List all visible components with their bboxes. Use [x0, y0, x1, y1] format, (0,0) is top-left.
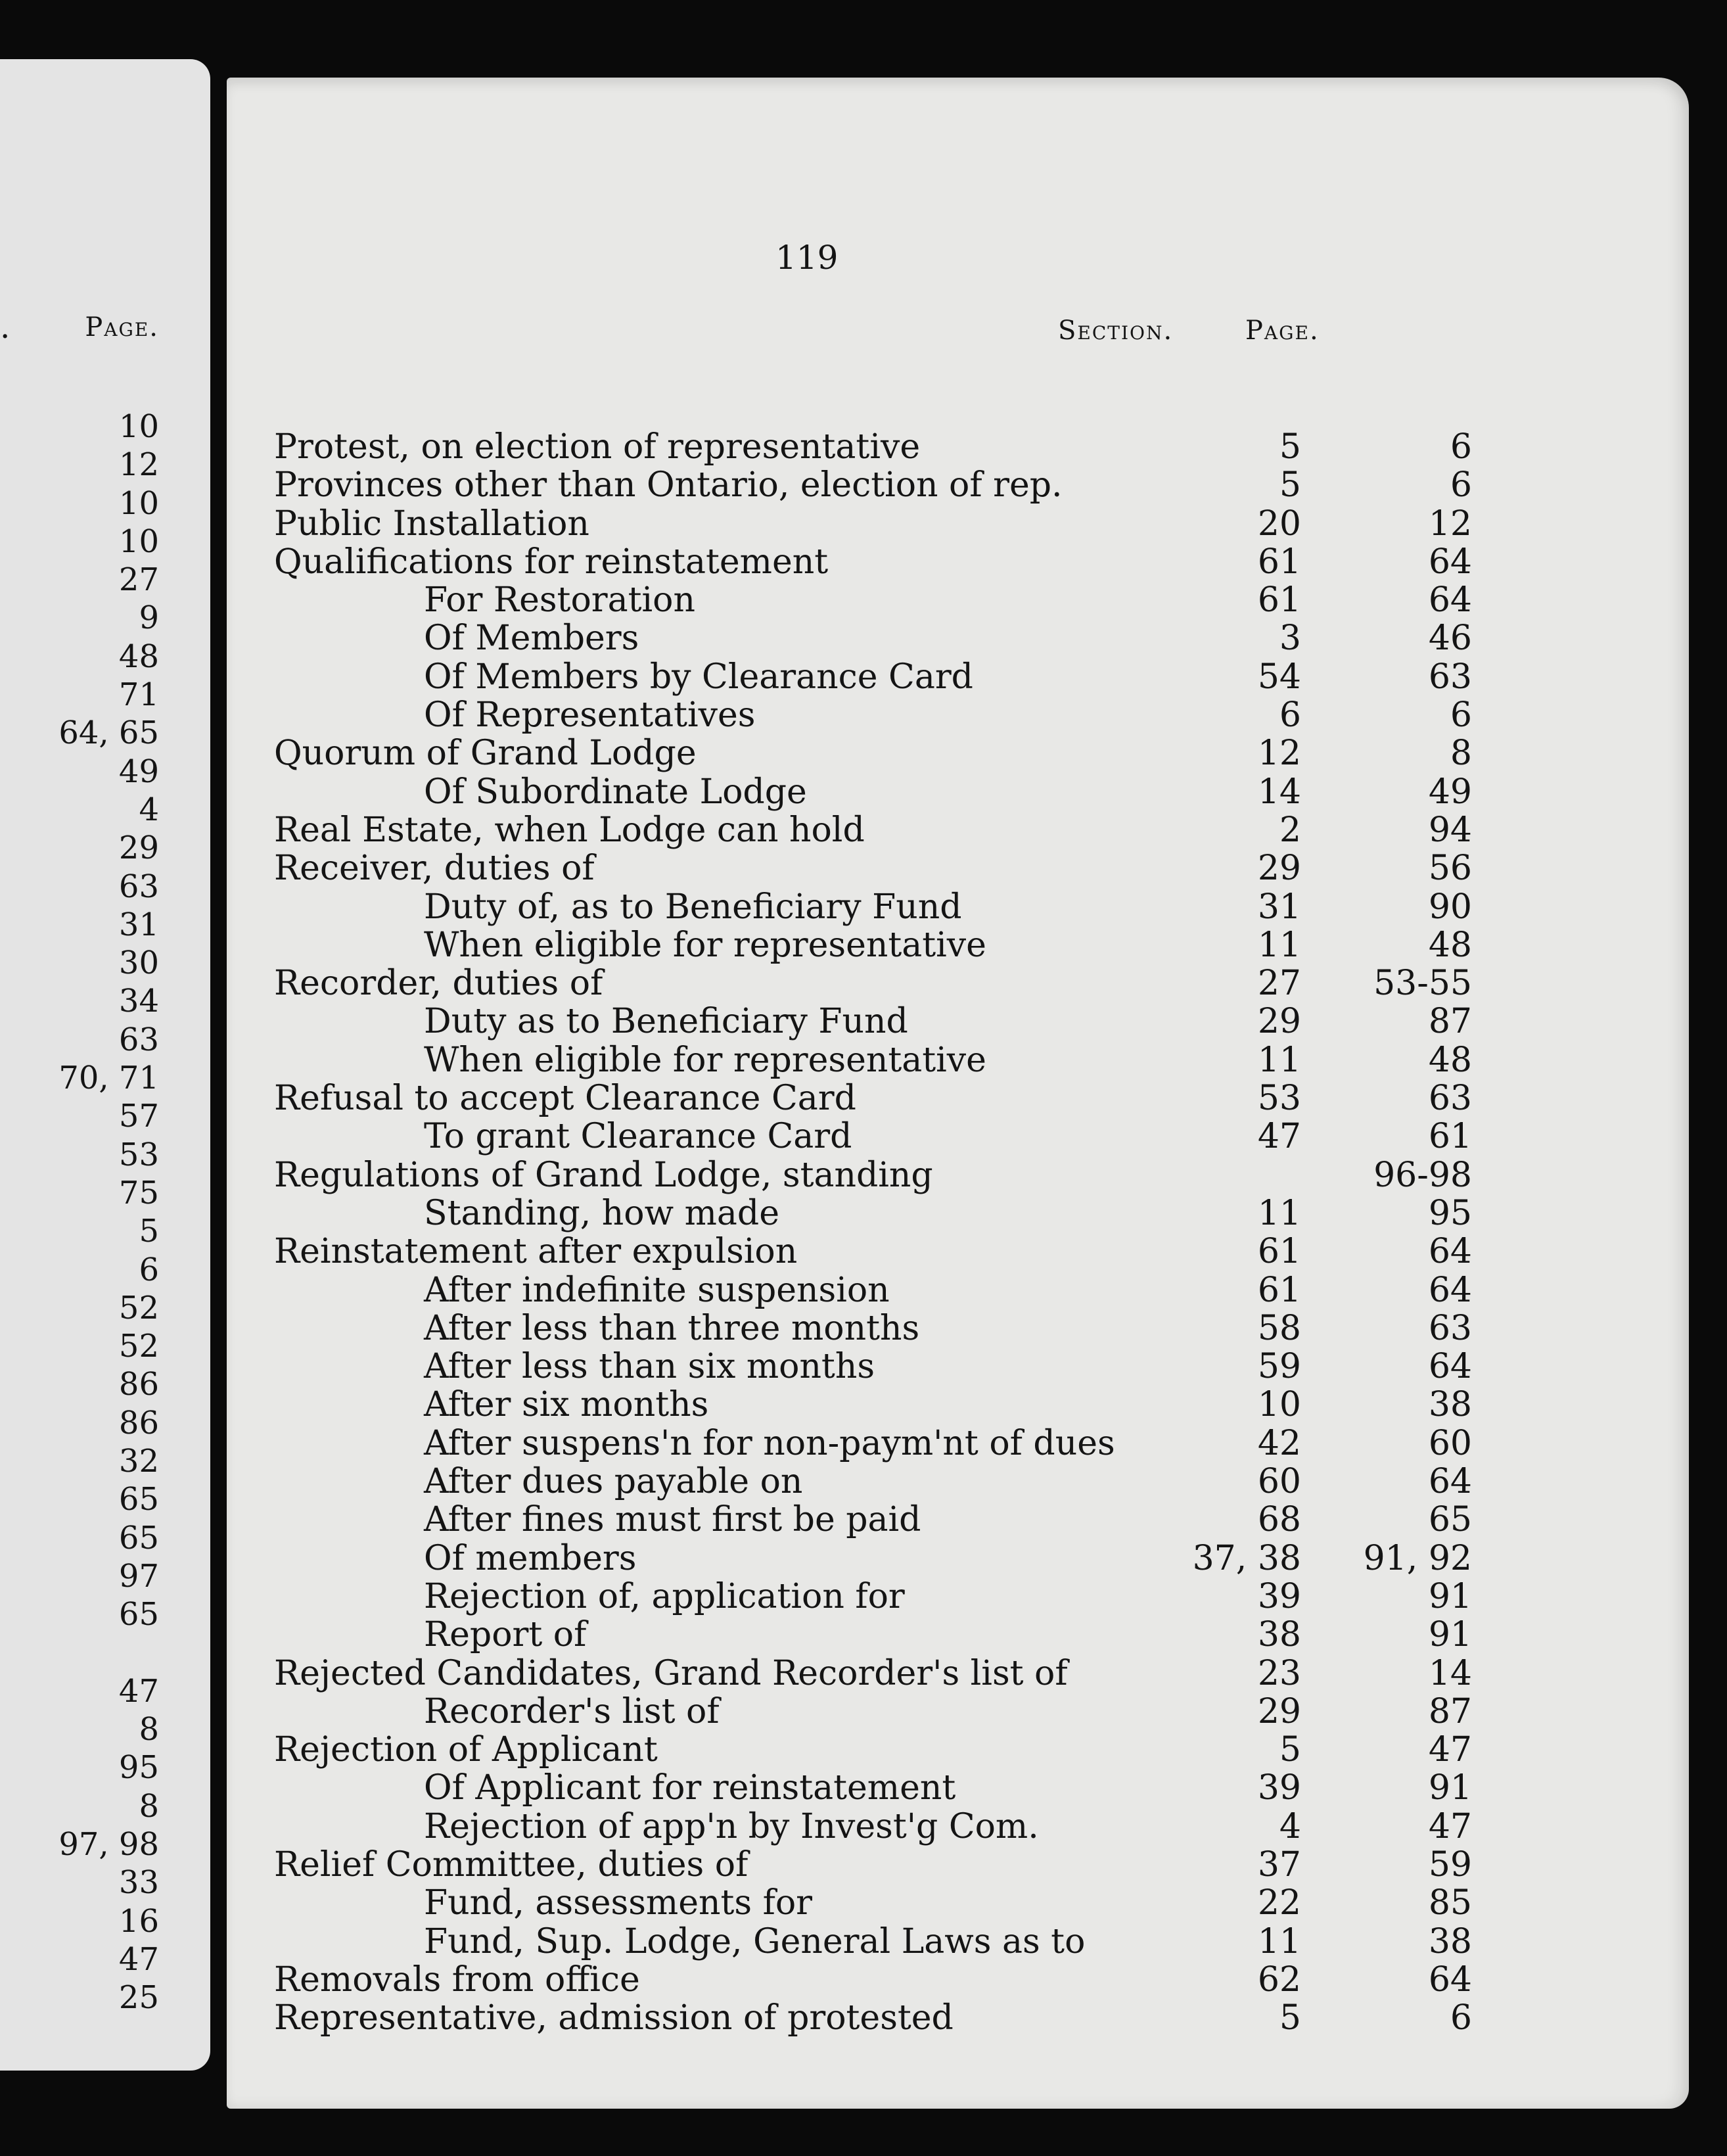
- entry-term: Rejection of, application for: [424, 1576, 905, 1616]
- entry-term: Receiver, duties of: [274, 849, 595, 889]
- entry-term: Qualifications for reinstatement: [274, 542, 829, 582]
- entry-section: 12: [1257, 734, 1301, 774]
- index-entry: [227, 1463, 1689, 1501]
- index-entries: [227, 428, 1689, 2037]
- entry-page: 6: [1450, 465, 1472, 505]
- entry-section: 27: [1257, 964, 1301, 1004]
- entry-term: Duty as to Beneficiary Fund: [424, 1002, 908, 1042]
- index-entry: [227, 849, 1689, 887]
- left-page-number: 63: [118, 1021, 159, 1058]
- entry-page: 6: [1450, 695, 1472, 736]
- entry-term: Recorder's list of: [424, 1691, 720, 1731]
- entry-page: 48: [1428, 1040, 1472, 1080]
- entry-section: 5: [1279, 465, 1301, 505]
- left-page-number: 86: [118, 1404, 159, 1441]
- index-entry: [227, 1348, 1689, 1386]
- entry-term: Quorum of Grand Lodge: [274, 734, 697, 774]
- entry-page: 12: [1428, 504, 1472, 544]
- page-number: 119: [775, 239, 839, 277]
- entry-term: Regulations of Grand Lodge, standing: [274, 1155, 933, 1195]
- entry-term: Refusal to accept Clearance Card: [274, 1079, 856, 1119]
- entry-term: To grant Clearance Card: [424, 1117, 852, 1157]
- left-page-number: 70, 71: [58, 1060, 159, 1097]
- index-entry: [227, 466, 1689, 504]
- index-entry: [227, 1194, 1689, 1232]
- entry-page: 64: [1428, 1270, 1472, 1310]
- index-entry: [227, 1731, 1689, 1769]
- left-page-number: 75: [118, 1174, 159, 1211]
- entry-page: 91, 92: [1363, 1538, 1472, 1578]
- left-page-number: 63: [118, 868, 159, 905]
- left-page-number: 53: [118, 1136, 159, 1173]
- entry-term: After less than three months: [424, 1308, 920, 1348]
- entry-term: For Restoration: [424, 580, 695, 621]
- entry-section: 61: [1257, 1232, 1301, 1272]
- index-entry: [227, 734, 1689, 772]
- entry-section: 5: [1279, 1998, 1301, 2038]
- section-column-header: Section.: [1058, 316, 1174, 346]
- entry-section: 42: [1257, 1423, 1301, 1463]
- entry-term: When eligible for representative: [424, 925, 986, 965]
- entry-section: 58: [1257, 1308, 1301, 1348]
- index-entry: [227, 1884, 1689, 1922]
- index-entry: [227, 1999, 1689, 2037]
- entry-page: 6: [1450, 427, 1472, 467]
- index-entry: [227, 964, 1689, 1002]
- entry-term: Provinces other than Ontario, election of rep.: [274, 465, 1063, 505]
- left-page-number: 65: [118, 1596, 159, 1633]
- entry-section: 31: [1257, 887, 1301, 927]
- index-entry: [227, 1424, 1689, 1463]
- entry-page: 47: [1428, 1730, 1472, 1770]
- entry-page: 96-98: [1373, 1155, 1472, 1195]
- entry-section: 23: [1257, 1653, 1301, 1693]
- index-entry: [227, 1117, 1689, 1156]
- left-page-number: 47: [118, 1672, 159, 1710]
- left-page-number: 8: [139, 1711, 159, 1748]
- left-page-page-numbers: [58, 408, 159, 2017]
- entry-page: 8: [1450, 734, 1472, 774]
- index-entry: [227, 505, 1689, 543]
- left-page-number: 34: [118, 983, 159, 1020]
- entry-page: 63: [1428, 1308, 1472, 1348]
- entry-term: Fund, Sup. Lodge, General Laws as to: [424, 1921, 1086, 1961]
- entry-page: 90: [1428, 887, 1472, 927]
- index-entry: [227, 926, 1689, 964]
- index-entry: [227, 543, 1689, 581]
- entry-section: 22: [1257, 1883, 1301, 1923]
- entry-term: Relief Committee, duties of: [274, 1844, 748, 1885]
- entry-page: 49: [1428, 772, 1472, 812]
- entry-term: Of Members: [424, 619, 639, 659]
- index-entry: [227, 1041, 1689, 1079]
- left-page-number: 64, 65: [58, 715, 159, 752]
- left-page-number: 29: [118, 830, 159, 867]
- entry-section: 3: [1279, 619, 1301, 659]
- entry-term: Report of: [424, 1615, 587, 1655]
- entry-page: 91: [1428, 1615, 1472, 1655]
- index-entry: [227, 1386, 1689, 1424]
- index-entry: [227, 1501, 1689, 1539]
- index-page: [227, 78, 1689, 2109]
- left-page-number: 16: [118, 1902, 159, 1940]
- index-entry: [227, 696, 1689, 734]
- entry-section: 61: [1257, 1270, 1301, 1310]
- entry-section: 20: [1257, 504, 1301, 544]
- entry-section: 11: [1257, 925, 1301, 965]
- entry-section: 4: [1279, 1806, 1301, 1846]
- entry-section: 11: [1257, 1040, 1301, 1080]
- index-entry: [227, 1578, 1689, 1616]
- index-entry: [227, 1693, 1689, 1731]
- entry-page: 91: [1428, 1768, 1472, 1808]
- entry-term: Rejected Candidates, Grand Recorder's list of: [274, 1653, 1068, 1693]
- entry-page: 85: [1428, 1883, 1472, 1923]
- entry-page: 38: [1428, 1385, 1472, 1425]
- left-page-number: 71: [118, 676, 159, 714]
- left-page-header-fragment: .: [0, 309, 11, 346]
- entry-term: Of members: [424, 1538, 637, 1578]
- entry-section: 54: [1257, 657, 1301, 697]
- entry-term: Real Estate, when Lodge can hold: [274, 810, 865, 850]
- index-entry: [227, 1156, 1689, 1194]
- entry-term: Reinstatement after expulsion: [274, 1232, 798, 1272]
- left-page-number: 57: [118, 1098, 159, 1135]
- entry-term: After suspens'n for non-paym'nt of dues: [424, 1423, 1115, 1463]
- left-page-number: 97, 98: [58, 1825, 159, 1863]
- left-page-number: 31: [118, 906, 159, 943]
- entry-section: 29: [1257, 1002, 1301, 1042]
- entry-section: 39: [1257, 1576, 1301, 1616]
- entry-page: 53-55: [1373, 964, 1472, 1004]
- entry-term: Protest, on election of representative: [274, 427, 921, 467]
- entry-page: 87: [1428, 1002, 1472, 1042]
- index-entry: [227, 658, 1689, 696]
- entry-term: Representative, admission of protested: [274, 1998, 954, 2038]
- entry-page: 38: [1428, 1921, 1472, 1961]
- entry-term: Fund, assessments for: [424, 1883, 813, 1923]
- entry-term: Of Applicant for reinstatement: [424, 1768, 956, 1808]
- entry-page: 91: [1428, 1576, 1472, 1616]
- index-entry: [227, 1808, 1689, 1846]
- left-page-number: 49: [118, 753, 159, 790]
- entry-section: 29: [1257, 1691, 1301, 1731]
- entry-term: Of Members by Clearance Card: [424, 657, 973, 697]
- left-page-number: 65: [118, 1519, 159, 1557]
- left-page-number: 10: [118, 484, 159, 522]
- entry-section: 2: [1279, 810, 1301, 850]
- entry-page: 14: [1428, 1653, 1472, 1693]
- index-entry: [227, 1002, 1689, 1041]
- entry-page: 63: [1428, 1079, 1472, 1119]
- left-page-number: 10: [118, 408, 159, 445]
- entry-section: 60: [1257, 1462, 1301, 1502]
- entry-page: 64: [1428, 1347, 1472, 1387]
- entry-page: 65: [1428, 1500, 1472, 1540]
- index-entry: [227, 1654, 1689, 1693]
- left-page-number: 48: [118, 638, 159, 675]
- entry-section: 62: [1257, 1959, 1301, 2000]
- entry-section: 37: [1257, 1844, 1301, 1885]
- entry-page: 56: [1428, 849, 1472, 889]
- entry-term: Public Installation: [274, 504, 589, 544]
- entry-section: 47: [1257, 1117, 1301, 1157]
- left-page-number: 65: [118, 1481, 159, 1518]
- entry-page: 61: [1428, 1117, 1472, 1157]
- entry-term: Of Subordinate Lodge: [424, 772, 807, 812]
- entry-term: Of Representatives: [424, 695, 756, 736]
- left-page-column-header: Page.: [85, 312, 159, 342]
- left-page-number: 52: [118, 1289, 159, 1326]
- left-page-number: 97: [118, 1557, 159, 1595]
- entry-page: 95: [1428, 1193, 1472, 1233]
- entry-page: 64: [1428, 1959, 1472, 2000]
- left-page-number: 32: [118, 1443, 159, 1480]
- entry-term: After less than six months: [424, 1347, 875, 1387]
- index-entry: [227, 1539, 1689, 1578]
- entry-section: 11: [1257, 1921, 1301, 1961]
- entry-page: 64: [1428, 580, 1472, 621]
- entry-term: Standing, how made: [424, 1193, 779, 1233]
- index-entry: [227, 1769, 1689, 1807]
- entry-term: Rejection of Applicant: [274, 1730, 658, 1770]
- entry-section: 11: [1257, 1193, 1301, 1233]
- left-page-number: 9: [139, 599, 159, 637]
- entry-page: 64: [1428, 542, 1472, 582]
- entry-page: 63: [1428, 657, 1472, 697]
- entry-page: 64: [1428, 1232, 1472, 1272]
- entry-page: 87: [1428, 1691, 1472, 1731]
- left-facing-page: [0, 59, 210, 2071]
- entry-section: 5: [1279, 427, 1301, 467]
- left-page-number: 12: [118, 446, 159, 484]
- entry-section: 37, 38: [1192, 1538, 1301, 1578]
- index-entry: [227, 1079, 1689, 1117]
- entry-section: 29: [1257, 849, 1301, 889]
- index-entry: [227, 1923, 1689, 1961]
- index-entry: [227, 811, 1689, 849]
- left-page-number: 6: [139, 1251, 159, 1288]
- index-entry: [227, 428, 1689, 466]
- entry-section: 61: [1257, 580, 1301, 621]
- left-page-number: 10: [118, 523, 159, 560]
- left-page-number: 95: [118, 1749, 159, 1787]
- left-page-number: 33: [118, 1864, 159, 1902]
- index-entry: [227, 1232, 1689, 1271]
- entry-section: 59: [1257, 1347, 1301, 1387]
- left-page-number: 5: [139, 1213, 159, 1250]
- left-page-number: 25: [118, 1979, 159, 2017]
- entry-page: 59: [1428, 1844, 1472, 1885]
- entry-term: After dues payable on: [424, 1462, 803, 1502]
- entry-page: 60: [1428, 1423, 1472, 1463]
- index-entry: [227, 773, 1689, 811]
- index-entry: [227, 1271, 1689, 1309]
- index-entry: [227, 888, 1689, 926]
- entry-section: 14: [1257, 772, 1301, 812]
- index-entry: [227, 1846, 1689, 1884]
- entry-page: 48: [1428, 925, 1472, 965]
- entry-term: Recorder, duties of: [274, 964, 603, 1004]
- left-page-number: 27: [118, 561, 159, 599]
- entry-page: 46: [1428, 619, 1472, 659]
- entry-section: 10: [1257, 1385, 1301, 1425]
- left-page-number: 30: [118, 945, 159, 982]
- entry-term: Duty of, as to Beneficiary Fund: [424, 887, 962, 927]
- left-page-number: 47: [118, 1940, 159, 1978]
- index-entry: [227, 1616, 1689, 1654]
- entry-page: 94: [1428, 810, 1472, 850]
- entry-term: After indefinite suspension: [424, 1270, 890, 1310]
- index-entry: [227, 581, 1689, 619]
- entry-term: When eligible for representative: [424, 1040, 986, 1080]
- left-page-number: 8: [139, 1787, 159, 1825]
- entry-term: After six months: [424, 1385, 709, 1425]
- entry-term: Rejection of app'n by Invest'g Com.: [424, 1806, 1039, 1846]
- entry-section: 39: [1257, 1768, 1301, 1808]
- index-entry: [227, 1309, 1689, 1348]
- entry-section: 53: [1257, 1079, 1301, 1119]
- entry-section: 61: [1257, 542, 1301, 582]
- page-column-header: Page.: [1245, 316, 1320, 346]
- entry-term: After fines must first be paid: [424, 1500, 921, 1540]
- entry-section: 68: [1257, 1500, 1301, 1540]
- entry-section: 6: [1279, 695, 1301, 736]
- index-entry: [227, 619, 1689, 657]
- entry-section: 5: [1279, 1730, 1301, 1770]
- left-page-number: 4: [139, 791, 159, 828]
- entry-page: 47: [1428, 1806, 1472, 1846]
- entry-section: 38: [1257, 1615, 1301, 1655]
- entry-page: 64: [1428, 1462, 1472, 1502]
- left-page-number: [58, 1634, 159, 1672]
- left-page-number: 52: [118, 1328, 159, 1365]
- entry-term: Removals from office: [274, 1959, 640, 2000]
- index-entry: [227, 1961, 1689, 1999]
- entry-page: 6: [1450, 1998, 1472, 2038]
- left-page-number: 86: [118, 1366, 159, 1403]
